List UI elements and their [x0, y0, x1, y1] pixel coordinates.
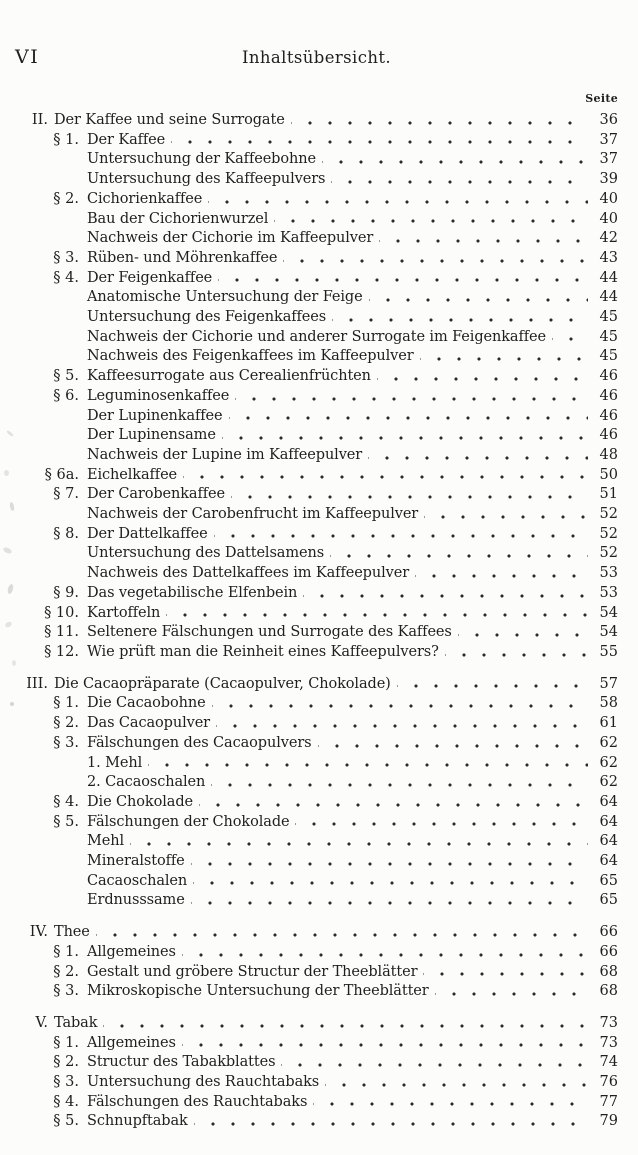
entry-page-number: 37	[599, 151, 618, 168]
entry-title: Die Cacaopräparate (Cacaopulver, Chokolade)	[54, 675, 391, 692]
entry-title: Wie prüft man die Reinheit eines Kaffeepulvers?	[87, 643, 439, 660]
entry-title: Das Cacaopulver	[87, 715, 211, 732]
toc-entry-row	[15, 1112, 618, 1132]
entry-title: Seltenere Fälschungen und Surrogate des Kaffees	[87, 624, 452, 641]
toc-entry-row	[15, 407, 618, 427]
dot-leader	[183, 466, 588, 486]
dot-leader	[208, 190, 588, 210]
toc-entry-row	[15, 963, 618, 983]
entry-page-number: 48	[599, 446, 618, 463]
dot-leader	[397, 675, 588, 695]
entry-title: Die Cacaobohne	[87, 695, 206, 712]
dot-leader	[212, 694, 588, 714]
entry-title: Die Chokolade	[87, 793, 193, 810]
toc-entry-row	[15, 170, 618, 190]
entry-title: Thee	[54, 924, 90, 941]
entry-page-number: 52	[599, 506, 618, 523]
entry-page-number: 44	[599, 289, 618, 306]
toc-entry-row	[15, 466, 618, 486]
entry-page-number: 58	[599, 695, 618, 712]
entry-page-number: 52	[599, 525, 618, 542]
dot-leader	[229, 407, 588, 427]
toc-entry-row	[15, 943, 618, 963]
entry-title: Der Lupinensame	[87, 427, 216, 444]
entry-page-number: 79	[599, 1113, 618, 1130]
paragraph-label: § 6.	[53, 387, 79, 404]
toc-entry-row	[15, 584, 618, 604]
page-column-header: Seite	[585, 92, 618, 105]
entry-title: Tabak	[54, 1014, 98, 1031]
toc-entry-row	[15, 754, 618, 774]
entry-page-number: 64	[599, 853, 618, 870]
margin-smudge	[12, 660, 16, 666]
entry-title: Nachweis der Cichorie im Kaffeepulver	[87, 230, 374, 247]
dot-leader	[235, 387, 588, 407]
entry-title: Mehl	[87, 833, 125, 850]
toc-entry-row	[15, 131, 618, 151]
entry-title: Anatomische Untersuchung der Feige	[87, 289, 363, 306]
toc-entry-row	[15, 1053, 618, 1073]
entry-page-number: 64	[599, 833, 618, 850]
entry-title: Das vegetabilische Elfenbein	[87, 584, 298, 601]
entry-title: Der Feigenkaffee	[87, 269, 213, 286]
entry-title: Erdnusssame	[87, 892, 185, 909]
dot-leader	[216, 714, 588, 734]
dot-leader	[182, 1034, 588, 1054]
toc-chapter-row	[15, 1014, 618, 1034]
entry-page-number: 43	[599, 249, 618, 266]
dot-leader	[330, 544, 588, 564]
toc-entry-row	[15, 190, 618, 210]
entry-page-number: 65	[599, 872, 618, 889]
toc-entry-row	[15, 1034, 618, 1054]
toc-list	[15, 111, 618, 1132]
chapter-number: IV.	[29, 924, 48, 941]
paragraph-label: § 1.	[53, 695, 79, 712]
entry-page-number: 66	[599, 943, 618, 960]
toc-entry-row	[15, 643, 618, 663]
dot-leader	[191, 891, 588, 911]
margin-smudge	[4, 470, 9, 476]
entry-page-number: 68	[599, 983, 618, 1000]
paragraph-label: § 9.	[53, 584, 79, 601]
dot-leader	[130, 832, 588, 852]
dot-leader	[222, 426, 588, 446]
entry-title: Untersuchung des Rauchtabaks	[87, 1074, 320, 1091]
paragraph-label: § 7.	[53, 486, 79, 503]
entry-title: Kaffeesurrogate aus Cerealienfrüchten	[87, 368, 371, 385]
chapter-number: V.	[35, 1014, 48, 1031]
dot-leader	[552, 328, 588, 348]
paragraph-label: § 12.	[44, 643, 79, 660]
dot-leader	[318, 734, 589, 754]
entry-title: Mineralstoffe	[87, 853, 185, 870]
toc-entry-row	[15, 485, 618, 505]
entry-title: Der Kaffee	[87, 131, 166, 148]
dot-leader	[458, 623, 588, 643]
entry-title: Cacaoschalen	[87, 872, 188, 889]
entry-page-number: 57	[599, 675, 618, 692]
dot-leader	[331, 170, 588, 190]
entry-title: Fälschungen der Chokolade	[87, 813, 290, 830]
entry-page-number: 62	[599, 774, 618, 791]
dot-leader	[332, 308, 588, 328]
toc-chapter-row	[15, 111, 618, 131]
entry-title: Fälschungen des Rauchtabaks	[87, 1093, 308, 1110]
paragraph-label: § 10.	[44, 604, 79, 621]
dot-leader	[103, 1014, 588, 1034]
entry-page-number: 45	[599, 309, 618, 326]
dot-leader	[182, 943, 588, 963]
entry-page-number: 36	[599, 112, 618, 128]
entry-page-number: 55	[599, 643, 618, 660]
toc-entry-row	[15, 793, 618, 813]
entry-title: Eichelkaffee	[87, 466, 178, 483]
entry-page-number: 64	[599, 793, 618, 810]
dot-leader	[379, 229, 588, 249]
toc-entry-row	[15, 694, 618, 714]
dot-leader	[214, 525, 588, 545]
dot-leader	[325, 1073, 588, 1093]
entry-title: Der Dattelkaffee	[87, 525, 208, 542]
entry-page-number: 53	[599, 565, 618, 582]
dot-leader	[148, 754, 588, 774]
paragraph-label: § 3.	[53, 249, 79, 266]
entry-page-number: 42	[599, 230, 618, 247]
entry-title: Rüben- und Möhrenkaffee	[87, 249, 278, 266]
entry-page-number: 54	[599, 624, 618, 641]
entry-title: Allgemeines	[87, 1034, 176, 1051]
entry-title: Nachweis der Lupine im Kaffeepulver	[87, 446, 363, 463]
toc-entry-row	[15, 210, 618, 230]
entry-title: Mikroskopische Untersuchung der Theeblätter	[87, 983, 429, 1000]
entry-title: Schnupftabak	[87, 1113, 188, 1130]
entry-title: Untersuchung des Kaffeepulvers	[87, 171, 326, 188]
toc-entry-row	[15, 367, 618, 387]
dot-leader	[211, 773, 588, 793]
toc-entry-row	[15, 773, 618, 793]
dot-leader	[369, 288, 588, 308]
dot-leader	[193, 872, 588, 892]
entry-title: Bau der Cichorienwurzel	[87, 210, 269, 227]
entry-page-number: 46	[599, 407, 618, 424]
entry-page-number: 50	[599, 466, 618, 483]
toc-entry-row	[15, 525, 618, 545]
toc-entry-row	[15, 505, 618, 525]
dot-leader	[274, 210, 588, 230]
toc-entry-row	[15, 813, 618, 833]
dot-leader	[291, 111, 588, 131]
entry-page-number: 40	[599, 190, 618, 207]
paragraph-label: § 1.	[53, 131, 79, 148]
toc-entry-row	[15, 872, 618, 892]
toc-entry-row	[15, 347, 618, 367]
entry-page-number: 45	[599, 348, 618, 365]
toc-entry-row	[15, 544, 618, 564]
entry-title: Fälschungen des Cacaopulvers	[87, 734, 312, 751]
toc-entry-row	[15, 446, 618, 466]
dot-leader	[420, 347, 588, 367]
toc-entry-row	[15, 288, 618, 308]
toc-entry-row	[15, 328, 618, 348]
entry-page-number: 46	[599, 368, 618, 385]
entry-page-number: 54	[599, 604, 618, 621]
paragraph-label: § 2.	[53, 715, 79, 732]
dot-leader	[218, 269, 588, 289]
entry-page-number: 39	[599, 171, 618, 188]
toc-entry-row	[15, 564, 618, 584]
toc-chapter-row	[15, 675, 618, 695]
paragraph-label: § 6a.	[44, 466, 79, 483]
entry-title: Nachweis der Carobenfrucht im Kaffeepulver	[87, 506, 419, 523]
dot-leader	[445, 643, 588, 663]
toc-entry-row	[15, 852, 618, 872]
entry-page-number: 74	[599, 1054, 618, 1071]
dot-leader	[313, 1093, 588, 1113]
entry-title: Untersuchung des Dattelsamens	[87, 545, 325, 562]
dot-leader	[295, 813, 588, 833]
toc-entry-row	[15, 387, 618, 407]
toc-entry-row	[15, 1093, 618, 1113]
paragraph-label: § 4.	[53, 1093, 79, 1110]
dot-leader	[171, 131, 588, 151]
paragraph-label: § 5.	[53, 368, 79, 385]
dot-leader	[191, 852, 588, 872]
paragraph-label: § 3.	[53, 734, 79, 751]
toc-entry-row	[15, 832, 618, 852]
dot-leader	[283, 249, 588, 269]
entry-page-number: 52	[599, 545, 618, 562]
dot-leader	[435, 982, 588, 1002]
entry-page-number: 66	[599, 924, 618, 941]
entry-page-number: 68	[599, 963, 618, 980]
entry-page-number: 62	[599, 754, 618, 771]
paragraph-label: § 1.	[53, 943, 79, 960]
paragraph-label: § 2.	[53, 963, 79, 980]
margin-smudge	[10, 702, 14, 706]
toc-entry-row	[15, 604, 618, 624]
dot-leader	[368, 446, 588, 466]
toc-entry-row	[15, 269, 618, 289]
entry-title: Kartoffeln	[87, 604, 161, 621]
running-title: Inhaltsübersicht.	[241, 48, 392, 67]
entry-title: Der Kaffee und seine Surrogate	[54, 112, 285, 128]
dot-leader	[96, 923, 588, 943]
entry-page-number: 73	[599, 1014, 618, 1031]
dot-leader	[194, 1112, 588, 1132]
toc-entry-row	[15, 308, 618, 328]
folio-page-number: VI	[15, 46, 40, 68]
page-header	[15, 46, 618, 72]
toc-entry-row	[15, 623, 618, 643]
entry-title: 2. Cacaoschalen	[87, 774, 206, 791]
toc-entry-row	[15, 734, 618, 754]
paragraph-label: § 11.	[44, 624, 79, 641]
toc-entry-row	[15, 714, 618, 734]
chapter-number: III.	[26, 675, 48, 692]
entry-page-number: 61	[599, 715, 618, 732]
entry-title: Allgemeines	[87, 943, 176, 960]
entry-title: Structur des Tabakblattes	[87, 1054, 276, 1071]
dot-leader	[415, 564, 588, 584]
entry-title: Leguminosenkaffee	[87, 387, 230, 404]
toc-entry-row	[15, 891, 618, 911]
entry-title: Nachweis der Cichorie und anderer Surrogate im Feigenkaffee	[87, 328, 546, 345]
dot-leader	[231, 485, 588, 505]
entry-title: Nachweis des Feigenkaffees im Kaffeepulver	[87, 348, 414, 365]
dot-leader	[423, 963, 588, 983]
paragraph-label: § 3.	[53, 983, 79, 1000]
dot-leader	[166, 604, 588, 624]
entry-title: Der Carobenkaffee	[87, 486, 225, 503]
entry-page-number: 51	[599, 486, 618, 503]
entry-title: Nachweis des Dattelkaffees im Kaffeepulver	[87, 565, 410, 582]
dot-leader	[322, 150, 588, 170]
entry-page-number: 76	[599, 1074, 618, 1091]
toc-entry-row	[15, 426, 618, 446]
entry-title: Cichorienkaffee	[87, 190, 203, 207]
toc-entry-row	[15, 982, 618, 1002]
entry-page-number: 40	[599, 210, 618, 227]
paragraph-label: § 4.	[53, 269, 79, 286]
paragraph-label: § 8.	[53, 525, 79, 542]
paragraph-label: § 5.	[53, 813, 79, 830]
entry-page-number: 45	[599, 328, 618, 345]
entry-page-number: 77	[599, 1093, 618, 1110]
entry-title: 1. Mehl	[87, 754, 143, 771]
paragraph-label: § 5.	[53, 1113, 79, 1130]
paragraph-label: § 4.	[53, 793, 79, 810]
entry-page-number: 46	[599, 387, 618, 404]
paragraph-label: § 3.	[53, 1074, 79, 1091]
entry-page-number: 44	[599, 269, 618, 286]
dot-leader	[424, 505, 588, 525]
paragraph-label: § 2.	[53, 1054, 79, 1071]
toc-entry-row	[15, 249, 618, 269]
entry-title: Untersuchung des Feigenkaffees	[87, 309, 327, 326]
entry-page-number: 53	[599, 584, 618, 601]
dot-leader	[281, 1053, 588, 1073]
toc-entry-row	[15, 1073, 618, 1093]
entry-title: Untersuchung der Kaffeebohne	[87, 151, 316, 168]
toc-entry-row	[15, 229, 618, 249]
entry-title: Gestalt und gröbere Structur der Theeblätter	[87, 963, 418, 980]
entry-page-number: 65	[599, 892, 618, 909]
entry-page-number: 73	[599, 1034, 618, 1051]
entry-page-number: 37	[599, 131, 618, 148]
dot-leader	[303, 584, 588, 604]
entry-page-number: 64	[599, 813, 618, 830]
paragraph-label: § 1.	[53, 1034, 79, 1051]
chapter-number: II.	[31, 112, 48, 128]
paragraph-label: § 2.	[53, 190, 79, 207]
toc-chapter-row	[15, 923, 618, 943]
entry-page-number: 46	[599, 427, 618, 444]
dot-leader	[377, 367, 588, 387]
dot-leader	[199, 793, 588, 813]
entry-title: Der Lupinenkaffee	[87, 407, 223, 424]
entry-page-number: 62	[599, 734, 618, 751]
toc-entry-row	[15, 150, 618, 170]
